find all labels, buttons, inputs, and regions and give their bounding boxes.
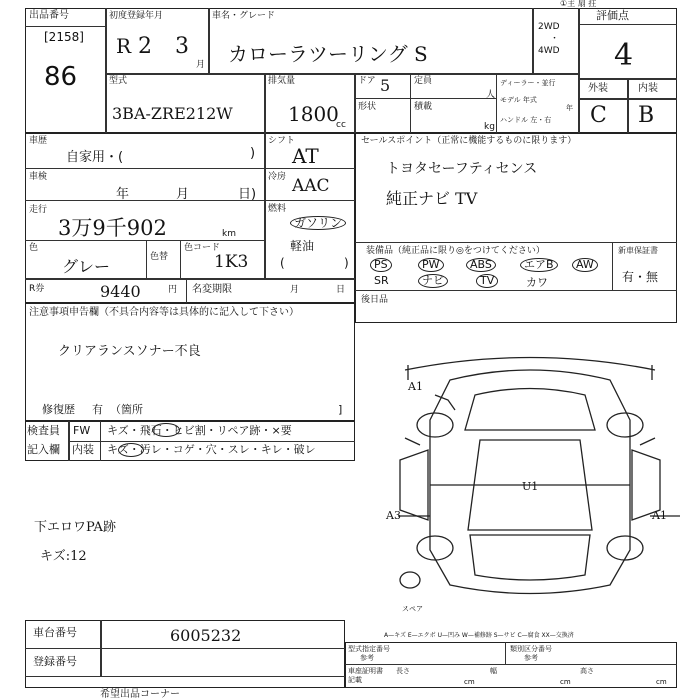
cert-label1: 車座証明書 (348, 667, 383, 675)
legend: A—キズ E—エクボ U—凹み W—補修跡 S—サビ C—腐食 XX—交換済 (384, 632, 574, 639)
model-year-label: モデル 年式 (500, 96, 537, 104)
interior-label: 内装 (638, 83, 658, 94)
displacement-unit: cc (336, 120, 346, 130)
color-value: グレー (62, 257, 111, 276)
recycle-value: 9440 (100, 282, 141, 301)
shift-value: AT (292, 144, 319, 168)
chassis-label: 車台番号 (33, 626, 77, 639)
model-value: 3BA-ZRE212W (112, 104, 233, 123)
cert-height: 高さ (580, 667, 594, 675)
type-spec-label: 型式指定番号 (348, 645, 390, 653)
lot-id: [2158] (44, 30, 84, 44)
model-label: 型式 (109, 76, 128, 86)
equipment-label: 装備品（純正品に限り◎をつけてください） (366, 246, 545, 256)
mark-dirt-circle (118, 443, 144, 457)
year-unit: 年 (566, 104, 573, 112)
repair-value: 有 (92, 403, 103, 416)
inspection-year: 年 (116, 187, 130, 202)
shape-label: 形状 (358, 102, 377, 112)
diagram-a3: A3 (386, 509, 401, 522)
diagram-a1-left: A1 (408, 380, 423, 393)
repair-label: 修復歴 (42, 403, 75, 416)
equip-leather: カワ (526, 276, 548, 289)
exterior-label: 外装 (588, 83, 608, 94)
handle-label: ハンドル 左・右 (500, 116, 552, 124)
repair-spots: （箇所 (110, 403, 143, 416)
inspection-label: 車検 (29, 172, 48, 182)
cert-length: 長さ (396, 667, 410, 675)
warranty-label: 新車保証書 (618, 246, 658, 255)
dealer-label: ディーラー・並行 (500, 79, 556, 87)
grade-value: 4 (614, 38, 634, 73)
color-code-label: 色コード (184, 243, 221, 253)
inspector-label: 検査員 (27, 424, 60, 437)
int-text: キズ・汚レ・コゲ・穴・スレ・キレ・破レ (107, 443, 316, 456)
equip-tv: TV (476, 274, 498, 288)
first-reg-year: 2 (138, 34, 152, 59)
fuel-label: 燃料 (268, 204, 287, 214)
mileage-label: 走行 (29, 205, 48, 215)
name-value: カローラツーリング S (228, 42, 428, 66)
equip-sr: SR (374, 274, 389, 287)
sales-line2: 純正ナビ TV (386, 189, 478, 208)
color-change-label: 色替 (150, 252, 169, 262)
history-close: ) (250, 146, 256, 161)
displacement-label: 排気量 (268, 76, 296, 86)
fuel-open: ( (280, 256, 285, 270)
capacity-label: 定員 (414, 76, 433, 86)
ac-value: AAC (292, 176, 330, 196)
type-spec-ref: 参考 (360, 654, 374, 662)
name-change-label: 名変期限 (192, 284, 232, 295)
lot-label: 出品番号 (29, 10, 69, 21)
capacity-unit: 人 (486, 90, 496, 100)
history-value: 自家用・( (66, 150, 124, 165)
header-note: ①主 扇 拄 (560, 0, 597, 8)
remarks-line2: キズ:12 (40, 549, 87, 564)
cert-width-unit: cm (560, 678, 571, 686)
sales-label: セールスポイント（正常に機能するものに限ります） (361, 136, 577, 146)
fw-tag: FW (73, 424, 91, 437)
grade-label: 評価点 (596, 9, 629, 22)
first-reg-month-unit: 月 (196, 60, 206, 70)
doors-label: ドア (358, 76, 376, 86)
recycle-label: R券 (29, 284, 45, 294)
equip-aw: AW (572, 258, 598, 272)
first-reg-label: 初度登録年月 (109, 11, 164, 21)
doors-value: 5 (380, 76, 391, 95)
class-spec-ref: 参考 (524, 654, 538, 662)
cert-width: 幅 (490, 667, 497, 675)
inspection-day: 日) (238, 187, 257, 202)
cert-height-unit: cm (656, 678, 667, 686)
color-label: 色 (29, 243, 39, 253)
inspection-month: 月 (176, 187, 190, 202)
name-label: 車名・グレード (212, 11, 276, 21)
load-unit: kg (484, 122, 495, 132)
cert-label2: 記載 (348, 676, 362, 684)
repair-close: ] (338, 403, 343, 416)
recycle-unit: 円 (168, 285, 178, 295)
first-reg-era: R (116, 34, 132, 58)
footer-corner: 希望出品コーナー (100, 689, 180, 700)
load-label: 積載 (414, 102, 433, 112)
chassis-value: 6005232 (170, 626, 242, 645)
notes-value: クリアランスソナー不良 (58, 344, 201, 359)
diagram-u1: U1 (522, 480, 539, 493)
equip-abs: ABS (466, 258, 496, 272)
drive-4wd: 4WD (538, 46, 560, 56)
cert-length-unit: cm (464, 678, 475, 686)
diagram-spare: スペア (402, 605, 423, 613)
fuel-close: ) (344, 256, 349, 270)
lot-number: 86 (44, 62, 78, 92)
warranty-value: 有・無 (622, 270, 659, 284)
displacement-value: 1800 (288, 102, 339, 126)
drive-2wd: 2WD (538, 22, 560, 32)
equip-navi: ナビ (418, 274, 448, 288)
sales-line1: トヨタセーフティセンス (386, 161, 538, 177)
drive-sep: ・ (550, 34, 560, 44)
equip-pw: PW (418, 258, 444, 272)
fuel-gasoline: ガソリン (290, 216, 346, 230)
class-spec-label: 類別区分番号 (510, 645, 552, 653)
diagram-a1-right: A1 (652, 509, 667, 522)
exterior-value: C (590, 103, 607, 128)
notes-label: 注意事項申告欄（不具合内容等は具体的に記入して下さい） (29, 307, 299, 318)
fuel-diesel: 軽油 (290, 239, 315, 253)
remarks-line1: 下エロワPA跡 (34, 520, 116, 535)
first-reg-month: 3 (175, 34, 189, 59)
rear-seat-label: 後日品 (361, 295, 389, 305)
interior-value: B (638, 103, 655, 128)
int-tag: 内装 (72, 443, 94, 456)
registration-label: 登録番号 (33, 655, 77, 668)
name-change-day: 日 (336, 285, 346, 295)
ac-label: 冷房 (268, 172, 287, 182)
fw-text: キズ・飛石・ヒビ割・リペア跡・×要 (107, 424, 292, 437)
shift-label: シフト (268, 136, 296, 146)
history-label: 車歴 (29, 136, 48, 146)
mileage-unit: km (222, 229, 236, 239)
mileage-value: 3万9千902 (58, 216, 167, 240)
mark-chip-circle (152, 423, 180, 437)
name-change-month: 月 (290, 285, 300, 295)
equip-airbag: エアB (520, 258, 558, 272)
inspector-label2: 記入欄 (27, 443, 60, 456)
color-code: 1K3 (214, 252, 249, 272)
equip-ps: PS (370, 258, 392, 272)
